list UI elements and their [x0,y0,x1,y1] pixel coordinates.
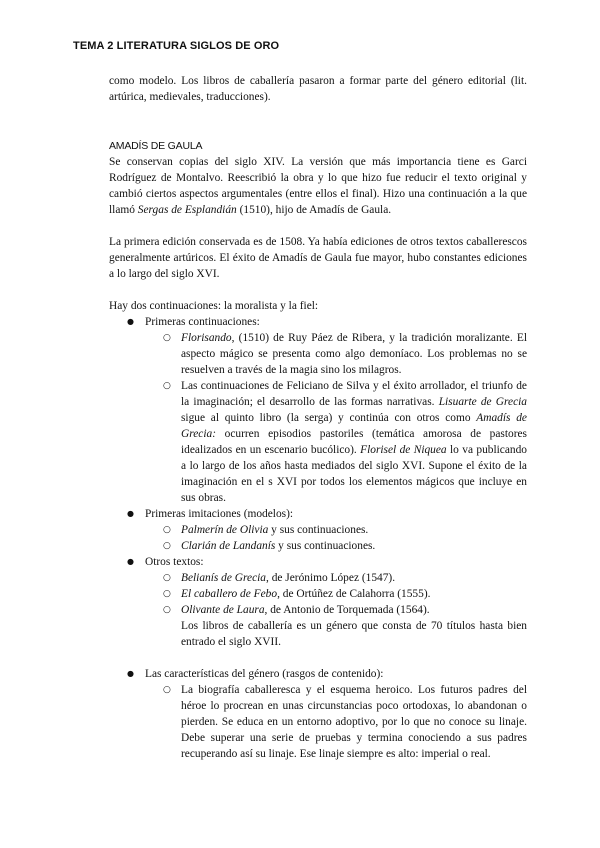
intro-paragraph: como modelo. Los libros de caballería pasaron a formar parte del género editorial (lit. artúrica, medievales, traducciones). [109,75,527,103]
sublist-otros [145,570,527,618]
sublist-caracteristicas [145,682,527,762]
list-item-caracteristicas: ● Las características del género (rasgos de contenido): ○ La biografía caballeresca y el esquema heroico. Los futuros padres del héroe lo procrean en unas circunstancias poco ortodoxas, lo abandonan o pierden. Se educa en un entorno adoptivo, por lo que no conoce su linaje. Debe superar una serie de pruebas y termina conociendo a sus padres recuperando así su linaje. Ese linaje siempre es alto: imperial o real. [109,666,527,762]
list-item: ○ Clarián de Landanís y sus continuaciones. [145,538,527,554]
list-item: ○ Belianís de Grecia, de Jerónimo López (1547). [145,570,527,586]
list-item-primeras-continuaciones: ● Primeras continuaciones: ○ Florisando, (1510) de Ruy Páez de Ribera, y la tradición moralizante. El aspecto mágico se presenta como algo demoníaco. Los problemas no se resuelven a través de la magia sino los milagros. ○ Las continuaciones de Feliciano de Silva y el éxito arrollador, el triunfo de la imaginación; el desarrollo de las formas narrativas. Lisuarte de Grecia sigue al quinto libro (la serga) y continúa con otros como Amadís de Grecia: ocurren episodios pastoriles (temática amorosa de pastores idealizados en un escenario bucólico). Florisel de Niquea lo va publicando a lo largo de los años hasta mediados del siglo XVI. Supone el éxito de la imaginación en el s XVI por todos los elementos mágicos que incluye en sus obras. [109,314,527,506]
caracteristicas-list [109,666,527,762]
list-item: ○ Las continuaciones de Feliciano de Silva y el éxito arrollador, el triunfo de la imaginación; el desarrollo de las formas narrativas. Lisuarte de Grecia sigue al quinto libro (la serga) y continúa con otros como Amadís de Grecia: ocurren episodios pastoriles (temática amorosa de pastores idealizados en un escenario bucólico). Florisel de Niquea lo va publicando a lo largo de los años hasta mediados del siglo XVI. Supone el éxito de la imaginación en el s XVI por todos los elementos mágicos que incluye en sus obras. [145,378,527,506]
document-body [109,73,527,762]
list-item: ○ La biografía caballeresca y el esquema heroico. Los futuros padres del héroe lo procrean en unas circunstancias poco ortodoxas, lo abandonan o pierden. Se educa en un entorno adoptivo, por lo que no conoce su linaje. Debe superar una serie de pruebas y termina conociendo a sus padres recuperando así su linaje. Ese linaje siempre es alto: imperial o real. [145,682,527,762]
sublist-primeras [145,330,527,506]
page-header: TEMA 2 LITERATURA SIGLOS DE ORO [73,40,280,52]
paragraph-copias: Se conservan copias del siglo XIV. La versión que más importancia tiene es Garci Rodríguez de Montalvo. Reescribió la obra y lo que hizo fue reducir el texto original y cambió ciertos aspectos argumentales (entre ellos el final). Hizo una continuación a la que llamó Sergas de Esplandián (1510), hijo de Amadís de Gaula. [109,156,527,216]
paragraph-primera-edicion: La primera edición conservada es de 1508. Ya había ediciones de otros textos caballerescos generalmente artúricos. El éxito de Amadís de Gaula fue mayor, hubo constantes ediciones a lo largo del siglo XVI. [109,236,527,280]
otros-note: Los libros de caballería es un género que consta de 70 títulos hasta bien entrado el siglo XVII. [181,620,527,648]
section-heading: AMADÍS DE GAULA [109,140,203,152]
main-list [109,314,527,650]
list-item-primeras-imitaciones: ● Primeras imitaciones (modelos): ○ Palmerín de Olivia y sus continuaciones. ○ Clarián de Landanís y sus continuaciones. [109,506,527,554]
list-item: ○ Florisando, (1510) de Ruy Páez de Ribera, y la tradición moralizante. El aspecto mágico se presenta como algo demoníaco. Los problemas no se resuelven a través de la magia sino los milagros. [145,330,527,378]
list-item: ○ Palmerín de Olivia y sus continuaciones. [145,522,527,538]
list-item-otros-textos: ● Otros textos: ○ Belianís de Grecia, de Jerónimo López (1547). ○ El caballero de Febo, de Ortúñez de Calahorra (1555). ○ Olivante de Laura, de Antonio de Torquemada (1564). Los libros de caballería es un género que consta de 70 títulos hasta bien entrado el siglo XVII. [109,554,527,650]
list-item: ○ El caballero de Febo, de Ortúñez de Calahorra (1555). [145,586,527,602]
list-item: ○ Olivante de Laura, de Antonio de Torquemada (1564). [145,602,527,618]
sublist-imitaciones [145,522,527,554]
paragraph-continuaciones: Hay dos continuaciones: la moralista y la fiel: [109,300,319,312]
